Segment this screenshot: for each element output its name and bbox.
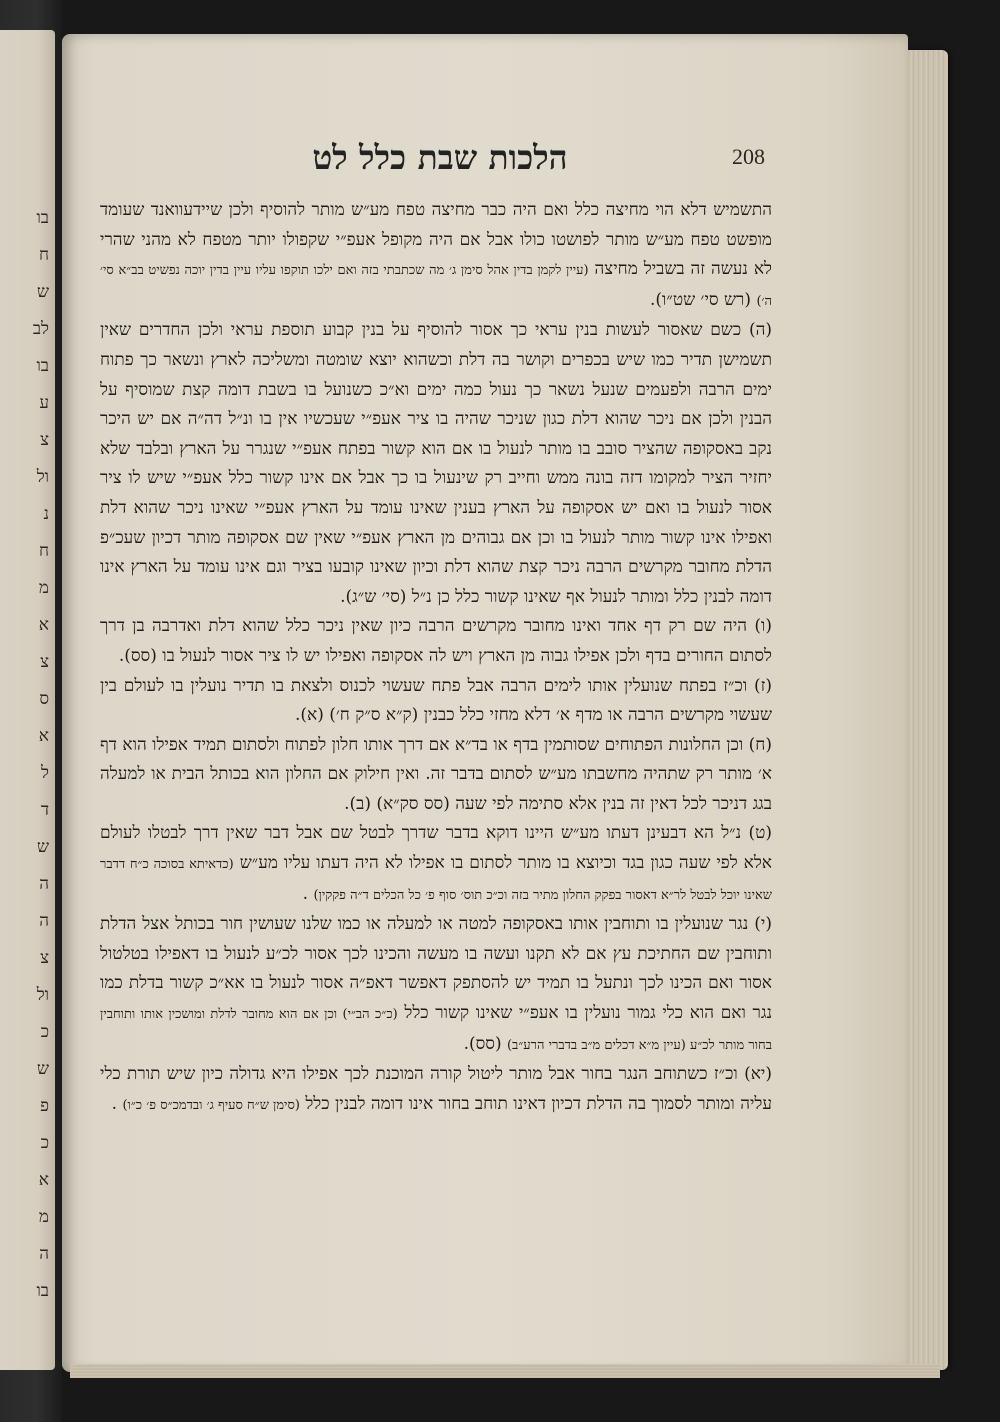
left-page-fragment: ה — [39, 1244, 49, 1264]
left-page-fragment: מ — [38, 578, 49, 598]
paragraph-note: (עיין לקמן בדין אהל סימן ג׳ מה שכתבתי בזה ואם ילכו תוקפו עליו עיין בדין יוכה נפשיט בב״א סי׳ ה׳) — [100, 263, 772, 309]
paragraph-text: נ״ל הא דבעינן דעתו מע״ש היינו דוקא בדבר שדרך לבטל שם אבל דבר שאין דרך לבטלו לעולם אלא לפי שעה כגון בגד וכיוצא בו מותר לסתום בו אפילו לא היה דעתו עליו מע״ש — [100, 823, 772, 874]
left-page-fragment: ש — [36, 837, 49, 857]
left-page-fragment: מ — [38, 1207, 49, 1227]
paragraph — [100, 1060, 772, 1120]
paragraph-tail: (סס). — [463, 1033, 502, 1054]
left-page-fragment: כ — [40, 1022, 49, 1042]
left-page-fragment: ש — [36, 282, 49, 302]
left-page-fragment: א — [38, 615, 49, 635]
running-title: הלכות שבת כלל לט — [312, 138, 568, 177]
paragraph — [100, 196, 772, 316]
paragraph-tail: (רש סי׳ שט״ו). — [650, 289, 752, 310]
paragraph-note: (סימן ש״ח סעיף ג׳ ובדמכ״ס פ׳ כ״ו) — [122, 1097, 300, 1113]
left-page-fragment: בו — [36, 1281, 49, 1301]
paragraph-tail: (ק״א ס״ק ח׳) (א). — [294, 705, 419, 726]
left-page-fragment: ול — [36, 985, 49, 1005]
left-page-fragment: צ — [40, 430, 49, 450]
left-page-fragment: ח — [38, 245, 49, 265]
left-page-fragment: ול — [36, 467, 49, 487]
left-page-fragment: ל — [41, 763, 49, 783]
paragraph-text: כשם שאסור לעשות בנין עראי כך אסור להוסיף על בנין קבוע תוספת עראי ולכן החדרים שאין תשמישן תדיר כמו שיש בכפרים וקושר בה דלת וכשהוא יוצא שומטה ומשליכה לארץ ונשאר כך פתוח ימים הרבה ולפעמים שנעל נשאר כך נעול כמה ימים וא״כ כשנועל בו בשבת דומה קצת שמוסיף על הבנין ולכן אם ניכר שהוא דלת כגון שניכר שהיה בו ציר אעפ״י שעכשיו אין בו ונ״ל דה״ה אם יש היכר נקב באסקופה שהציר סובב בו מותר לנעול בו אם הוא קשור בפתח אעפ״י שנגרר על הארץ ובלבד שלא יחזיר הציר למקומו דזה בונה ממש וחייב רק שינעול בו כך אבל אם אינו קשור כלל אעפ״י שיש לו ציר אסור לנעול בו ואם יש אסקופה על הארץ בענין שאינו עומד על הארץ אעפ״י שאינו ניכר שהוא דלת ואפילו אינו קשור מותר לנעול בו וכן אם גבוהים מן הארץ אעפ״י שאין שם אסקופה מותר דכיון שעכ״פ הדלת מחובר מקרשים הרבה ניכר קצת שהוא דלת וכיון שאינו קובעו בציר וגם אינו עומד על הארץ אינו דומה לבנין כלל ומותר לנעול אף שאינו קשור כלל כן נ״ל — [100, 320, 772, 607]
paragraph-text: נגר שנועלין בו ותוחבין אותו באסקופה למטה או למעלה או כמו שלנו שעושין חור בכותל אצל הדלת ותוחבין שם החתיכת עץ אם לא תקנו ועשה בו מעשה והכינו לכך אסור לכ״ע לנעול בו דאפילו בטלטול אסור ואם הכינו לכך ונתעל בו תמיד יש להסתפק דאפשר דאפ״ה אסור לנעול בו אא״כ קשור בדלת כמו נגר ואם הוא כלי גמור נועלין בו אעפ״י שאינו קשור כלל — [100, 914, 772, 1024]
paragraph — [100, 612, 772, 671]
paragraph-label: (י) — [754, 914, 773, 935]
paragraph-label: (יא) — [744, 1064, 772, 1085]
left-facing-page — [0, 30, 55, 1370]
paragraph — [100, 910, 772, 1060]
page-number: 208 — [732, 144, 765, 169]
paragraph-label: (ה) — [748, 320, 772, 341]
left-page-fragment: כ — [40, 1133, 49, 1153]
paragraph — [100, 731, 772, 820]
left-page-fragment: ש — [36, 1059, 49, 1079]
page-body — [100, 196, 772, 1120]
paragraph-note: (כדאיתא בסוכה כ״ח דדבר שאינו יוכל לבטל לר״א דאסור בפקק החלון מתיר בזה וכ״כ תוס׳ סוף פ׳ כל הכלים ד״ה פקקין) — [100, 857, 772, 903]
paragraph — [100, 316, 772, 612]
paragraph-tail: (סס). — [118, 645, 157, 666]
left-page-fragment: ד — [40, 800, 49, 820]
paragraph-text: וכן החלונות הפתוחים שסותמין בדף או בד״א אם דרך אותו חלון לפתוח ולסתום תמיד אפילו הוא דף א׳ מותר רק שתהיה מחשבתו מע״ש לסתום בדבר זה. ואין חילוק אם החלון הוא בכותל הבית או למעלה בגג דניכר לכל דאין זה בנין אלא סתימה לפי שעה — [100, 734, 772, 814]
left-page-fragment: א — [38, 726, 49, 746]
left-page-fragment: ה — [39, 911, 49, 931]
left-page-fragment: ס — [39, 689, 49, 709]
paragraph-label: (ט) — [748, 823, 773, 844]
left-page-fragment: צ — [40, 652, 49, 672]
left-page-fragment: נ — [43, 504, 49, 524]
paragraph-text: היה שם רק דף אחד ואינו מחובר מקרשים הרבה כיון שאין ניכר כלל שהוא דלת ואדרבה בן דרך לסתום החורים בדף ולכן אפילו גבוה מן הארץ ויש לה אסקופה ואפילו יש לו ציר אסור לנעול בו — [100, 616, 772, 666]
left-page-fragment: צ — [40, 948, 49, 968]
paragraph-text: התשמיש דלא הוי מחיצה כלל ואם היה כבר מחיצה טפח מע״ש מותר להוסיף ולכן שיידעוואנד שעומד מופשט טפח מע״ש מותר לפושטו כולו אבל אם היה מקופל אעפ״י שקפולו יותר מטפח לא מהני שהרי לא נעשה זה בשביל מחיצה — [100, 200, 772, 280]
paragraph-label: (ז) — [753, 675, 772, 696]
paragraph-tail: . — [111, 1093, 118, 1114]
paragraph — [100, 672, 772, 731]
left-page-fragment: א — [38, 1170, 49, 1190]
paragraph-label: (ו) — [754, 616, 772, 637]
paragraph-tail: . — [302, 883, 309, 904]
paragraph — [100, 819, 772, 910]
paragraph-tail: (סס סק״א) (ב). — [344, 793, 450, 814]
paragraph-label: (ח) — [748, 734, 772, 755]
page-header — [100, 138, 768, 182]
left-page-fragment: לב — [32, 319, 49, 339]
left-page-fragment: ע — [39, 393, 49, 413]
paragraph-note: (כ״כ הב״י) וכן אם הוא מחובר לדלת ומושכין אותו ותוחבין בחור מותר לכ״ע (עיין מ״א דכלים מ״ב בדברי הרע״ב) — [100, 1007, 772, 1053]
paragraph-text: וכ״ז כשתוחב הנגר בחור אבל מותר ליטול קורה המוכנת לכך אפילו היא גדולה כיון שיש תורת כלי עליה ומותר לסמוך בה הדלת דכיון דאינו תוחב בחור אינו דומה לבנין כלל — [100, 1064, 772, 1114]
paragraph-text: וכ״ז בפתח שנועלין אותו לימים הרבה אבל פתח שעשוי לכנוס ולצאת בו תדיר נועלין בו לעולם בין שעשוי מקרשים הרבה או מדף א׳ דלא מחזי כלל כבנין — [100, 675, 772, 726]
left-page-fragment: ח — [38, 541, 49, 561]
left-page-fragment: ה — [39, 874, 49, 894]
left-page-fragment: בו — [36, 356, 49, 376]
left-page-fragment: פ — [40, 1096, 49, 1116]
paragraph-tail: (סי׳ ש״ג). — [340, 586, 407, 607]
page-bottom-edge — [70, 1364, 940, 1378]
left-page-fragment: בו — [36, 208, 49, 228]
